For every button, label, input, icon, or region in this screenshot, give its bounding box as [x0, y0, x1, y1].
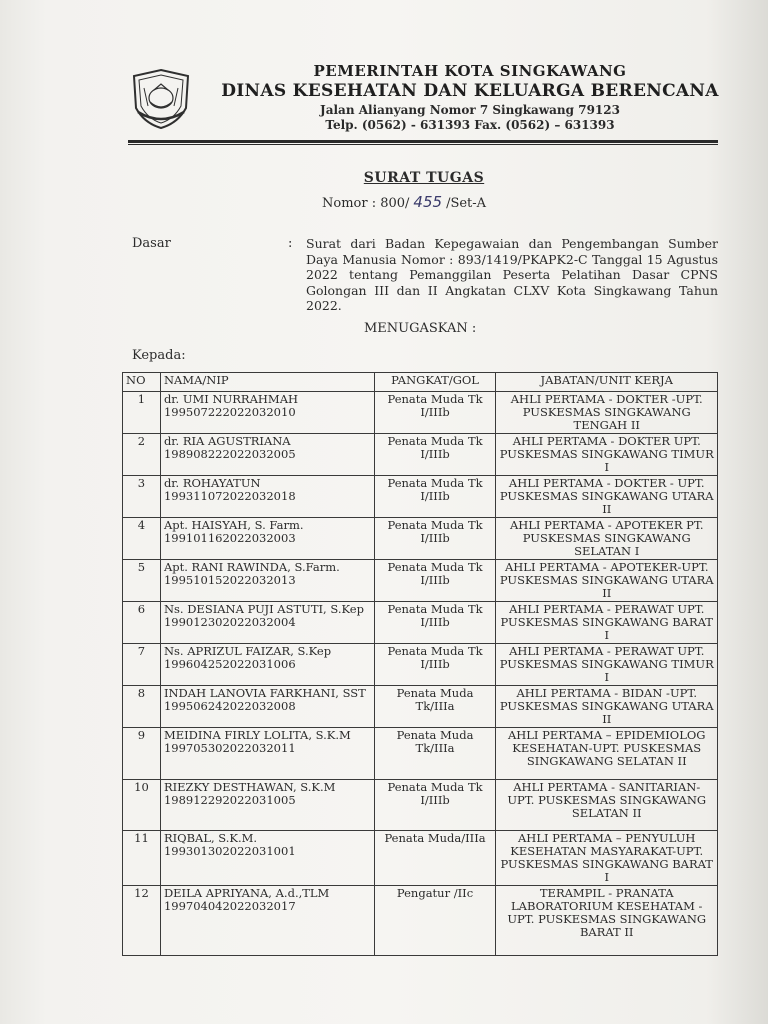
row-pangkat: Penata Muda/IIIa: [374, 831, 496, 886]
document-number-suffix: /Set-A: [446, 196, 487, 211]
table-row: [123, 728, 718, 780]
letterhead-divider-thin: [128, 144, 718, 145]
row-name: INDAH LANOVIA FARKHANI, SST: [163, 686, 366, 700]
row-number: 5: [123, 560, 161, 602]
row-number: 12: [123, 886, 161, 956]
header-pangkat-gol: PANGKAT/GOL: [374, 373, 496, 392]
document-number-handwritten: 455: [413, 193, 443, 211]
row-pangkat: Penata Muda Tk I/IIIb: [374, 780, 496, 831]
table-header-row: [123, 373, 718, 392]
dasar-colon: :: [288, 236, 293, 251]
letterhead: [200, 62, 740, 132]
row-jabatan: AHLI PERTAMA - BIDAN -UPT. PUSKESMAS SINGKAWANG UTARA II: [496, 686, 718, 728]
row-pangkat: Penata Muda Tk I/IIIb: [374, 434, 496, 476]
row-name-nip: [160, 392, 374, 434]
letterhead-government: PEMERINTAH KOTA SINGKAWANG: [313, 62, 627, 80]
row-jabatan: AHLI PERTAMA - APOTEKER PT. PUSKESMAS SINGKAWANG SELATAN I: [496, 518, 718, 560]
row-pangkat: Penata Muda Tk/IIIa: [374, 728, 496, 780]
row-number: 10: [123, 780, 161, 831]
row-jabatan: AHLI PERTAMA - PERAWAT UPT. PUSKESMAS SINGKAWANG TIMUR I: [496, 644, 718, 686]
table-row: [123, 560, 718, 602]
row-name: RIEZKY DESTHAWAN, S.K.M: [163, 780, 336, 794]
row-name: Apt. RANI RAWINDA, S.Farm.: [163, 560, 340, 574]
row-number: 2: [123, 434, 161, 476]
row-nip: 199012302022032004: [163, 615, 296, 629]
row-number: 9: [123, 728, 161, 780]
header-jabatan-unit: JABATAN/UNIT KERJA: [496, 373, 718, 392]
letterhead-agency: DINAS KESEHATAN DAN KELUARGA BERENCANA: [221, 81, 719, 101]
row-nip: 199506242022032008: [163, 699, 296, 713]
row-name-nip: [160, 686, 374, 728]
row-pangkat: Penata Muda Tk I/IIIb: [374, 518, 496, 560]
row-nip: 199510152022032013: [163, 573, 296, 587]
row-nip: 199301302022031001: [163, 844, 296, 858]
row-number: 7: [123, 644, 161, 686]
row-nip: 199507222022032010: [163, 405, 296, 419]
row-pangkat: Penata Muda Tk I/IIIb: [374, 476, 496, 518]
row-number: 3: [123, 476, 161, 518]
row-name: Ns. APRIZUL FAIZAR, S.Kep: [163, 644, 332, 658]
document-title: SURAT TUGAS: [363, 170, 485, 186]
row-name-nip: [160, 518, 374, 560]
row-name-nip: [160, 831, 374, 886]
row-jabatan: AHLI PERTAMA - APOTEKER-UPT. PUSKESMAS SINGKAWANG UTARA II: [496, 560, 718, 602]
row-name: Apt. HAISYAH, S. Farm.: [163, 518, 304, 532]
document-number: [322, 193, 486, 211]
table-row: [123, 831, 718, 886]
table-row: [123, 780, 718, 831]
row-nip: 199101162022032003: [163, 531, 296, 545]
table-row: [123, 518, 718, 560]
row-jabatan: AHLI PERTAMA - DOKTER -UPT. PUSKESMAS SINGKAWANG TENGAH II: [496, 392, 718, 434]
table-row: [123, 644, 718, 686]
row-jabatan: AHLI PERTAMA - SANITARIAN- UPT. PUSKESMAS SINGKAWANG SELATAN II: [496, 780, 718, 831]
row-jabatan: AHLI PERTAMA – PENYULUH KESEHATAN MASYARAKAT-UPT. PUSKESMAS SINGKAWANG BARAT I: [496, 831, 718, 886]
row-nip: 199705302022032011: [163, 741, 296, 755]
row-name-nip: [160, 644, 374, 686]
row-jabatan: AHLI PERTAMA – EPIDEMIOLOG KESEHATAN-UPT. PUSKESMAS SINGKAWANG SELATAN II: [496, 728, 718, 780]
header-nama-nip: NAMA/NIP: [160, 373, 374, 392]
row-pangkat: Penata Muda Tk I/IIIb: [374, 392, 496, 434]
row-number: 4: [123, 518, 161, 560]
row-name-nip: [160, 560, 374, 602]
row-number: 8: [123, 686, 161, 728]
row-nip: 198912292022031005: [163, 793, 296, 807]
row-pangkat: Penata Muda Tk I/IIIb: [374, 602, 496, 644]
row-nip: 198908222022032005: [163, 447, 296, 461]
row-pangkat: Penata Muda Tk I/IIIb: [374, 644, 496, 686]
row-jabatan: AHLI PERTAMA - PERAWAT UPT. PUSKESMAS SINGKAWANG BARAT I: [496, 602, 718, 644]
letterhead-address: Jalan Alianyang Nomor 7 Singkawang 79123: [320, 103, 620, 117]
row-jabatan: AHLI PERTAMA - DOKTER - UPT. PUSKESMAS SINGKAWANG UTARA II: [496, 476, 718, 518]
row-name-nip: [160, 476, 374, 518]
row-number: 6: [123, 602, 161, 644]
row-pangkat: Pengatur /IIc: [374, 886, 496, 956]
document-number-prefix: Nomor : 800/: [322, 196, 410, 211]
table-row: [123, 476, 718, 518]
row-nip: 199704042022032017: [163, 899, 296, 913]
table-row: [123, 602, 718, 644]
row-name: dr. ROHAYATUN: [163, 476, 261, 490]
row-number: 1: [123, 392, 161, 434]
table-row: [123, 434, 718, 476]
dasar-text: Surat dari Badan Kepegawaian dan Pengembangan Sumber Daya Manusia Nomor : 893/1419/PKAPK2-C Tanggal 15 Agustus 2022 tentang Pemanggilan Peserta Pelatihan Dasar CPNS Golongan III dan II Angkatan CLXV Kota Singkawang Tahun 2022.: [306, 236, 718, 313]
row-name: RIQBAL, S.K.M.: [163, 831, 258, 845]
row-name: dr. UMI NURRAHMAH: [163, 392, 299, 406]
row-nip: 199311072022032018: [163, 489, 296, 503]
assignee-table: [122, 372, 718, 956]
row-name-nip: [160, 434, 374, 476]
row-name: Ns. DESIANA PUJI ASTUTI, S.Kep: [163, 602, 364, 616]
row-name-nip: [160, 886, 374, 956]
row-nip: 199604252022031006: [163, 657, 296, 671]
city-emblem-logo: [128, 68, 194, 130]
header-no: NO: [123, 373, 161, 392]
menugaskan-heading: MENUGASKAN :: [364, 321, 477, 336]
row-pangkat: Penata Muda Tk/IIIa: [374, 686, 496, 728]
row-name: dr. RIA AGUSTRIANA: [163, 434, 291, 448]
row-jabatan: AHLI PERTAMA - DOKTER UPT. PUSKESMAS SINGKAWANG TIMUR I: [496, 434, 718, 476]
row-number: 11: [123, 831, 161, 886]
kepada-label: Kepada:: [132, 348, 186, 363]
row-pangkat: Penata Muda Tk I/IIIb: [374, 560, 496, 602]
row-name-nip: [160, 728, 374, 780]
row-jabatan: TERAMPIL - PRANATA LABORATORIUM KESEHATAM - UPT. PUSKESMAS SINGKAWANG BARAT II: [496, 886, 718, 956]
table-row: [123, 392, 718, 434]
row-name: DEILA APRIYANA, A.d.,TLM: [163, 886, 330, 900]
row-name: MEIDINA FIRLY LOLITA, S.K.M: [163, 728, 351, 742]
row-name-nip: [160, 780, 374, 831]
dasar-label: Dasar: [132, 236, 171, 251]
letterhead-phone: Telp. (0562) - 631393 Fax. (0562) – 631393: [325, 118, 615, 132]
row-name-nip: [160, 602, 374, 644]
table-row: [123, 686, 718, 728]
letterhead-divider-thick: [128, 140, 718, 143]
table-row: [123, 886, 718, 956]
